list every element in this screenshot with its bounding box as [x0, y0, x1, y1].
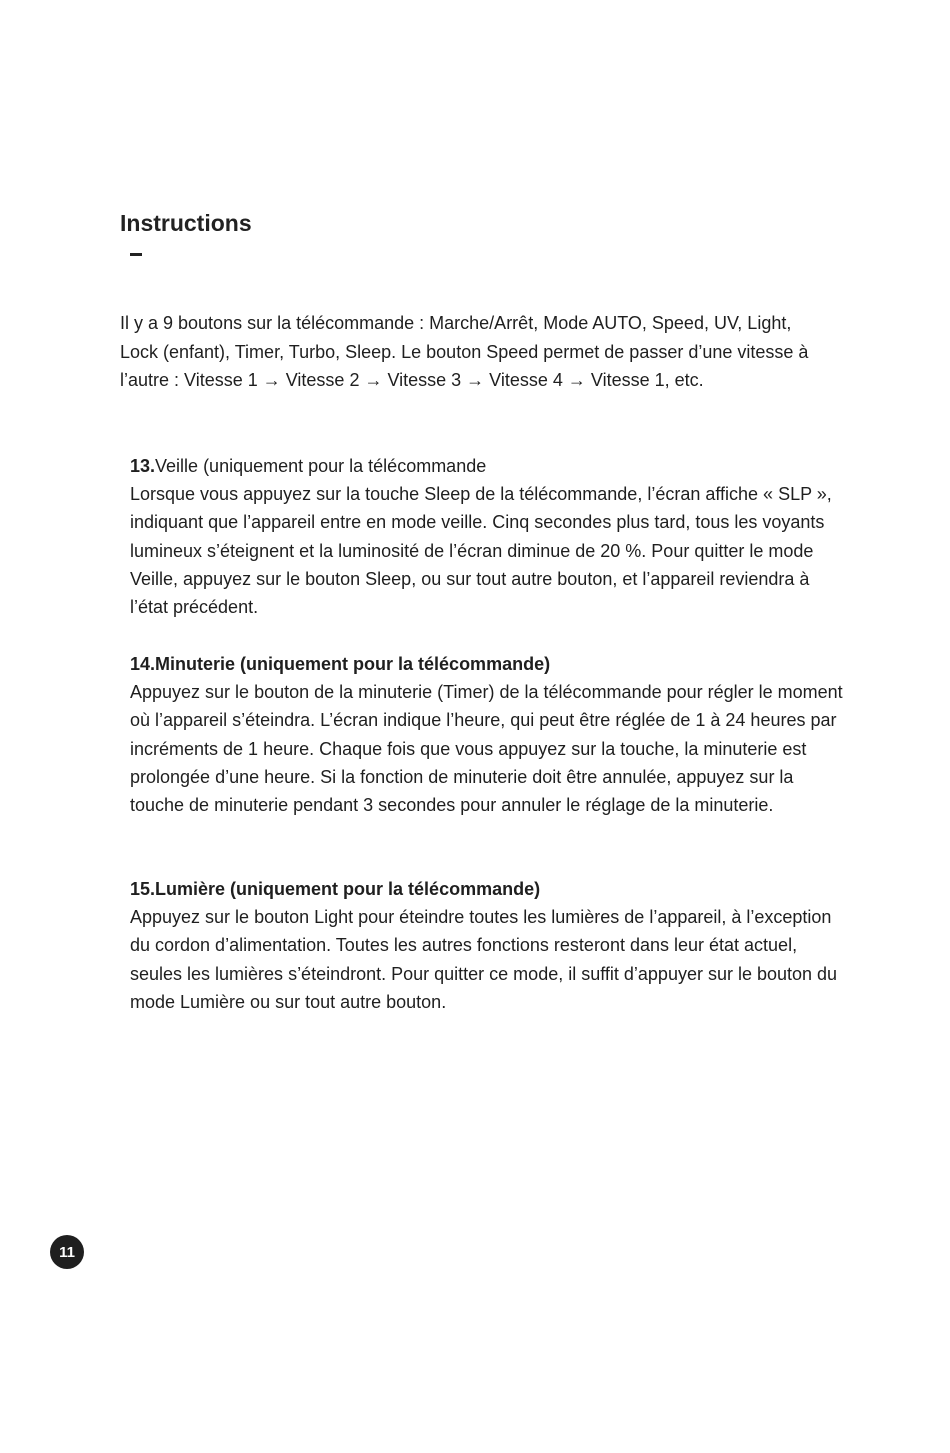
section-number: 14. — [130, 654, 156, 674]
section-heading-text: Minuterie (uniquement pour la télécommande) — [155, 654, 551, 674]
section-number: 13. — [130, 456, 156, 476]
page-title: Instructions — [120, 210, 252, 236]
section-heading — [130, 452, 850, 480]
page-number-badge: 11 — [50, 1235, 84, 1269]
section-heading — [130, 875, 850, 903]
section-body: Appuyez sur le bouton Light pour éteindre toutes les lumières de l’appareil, à l’exception du cordon d’alimentation. Toutes les autres fonctions resteront dans leur état actuel, seules les lumières s’éteindront. Pour quitter ce mode, il suffit d’appuyer sur le bouton du mode Lumière ou sur tout autre bouton. — [130, 907, 838, 1012]
section-heading-text: Veille (uniquement pour la télécommande — [155, 456, 487, 476]
section-13-veille — [130, 452, 850, 621]
title-underline-dash — [130, 253, 142, 256]
section-14-minuterie — [130, 650, 850, 819]
section-body: Appuyez sur le bouton de la minuterie (Timer) de la télécommande pour régler le moment où l’appareil s’éteindra. L’écran indique l’heure, qui peut être réglée de 1 à 24 heures par incréments de 1 heure. Chaque fois que vous appuyez sur la touche, la minuterie est prolongée d’une heure. Si la fonction de minuterie doit être annulée, appuyez sur la touche de minuterie pendant 3 secondes pour annuler le réglage de la minuterie. — [130, 682, 843, 816]
section-body: Lorsque vous appuyez sur la touche Sleep de la télécommande, l’écran affiche « SLP », indiquant que l’appareil entre en mode veille. Cinq secondes plus tard, tous les voyants lumineux s’éteignent et la luminosité de l’écran diminue de 20 %. Pour quitter le mode Veille, appuyez sur le bouton Sleep, ou sur tout autre bouton, et l’appareil reviendra à l’état précédent. — [130, 484, 832, 618]
section-heading — [130, 650, 850, 678]
intro-paragraph: Il y a 9 boutons sur la télécommande : Marche/Arrêt, Mode AUTO, Speed, UV, Light, Lock (enfant), Timer, Turbo, Sleep. Le bouton Speed permet de passer d’une vitesse à l’autre : Vitesse 1 → Vitesse 2 → Vitesse 3 → Vitesse 4 → Vitesse 1, etc. — [120, 313, 809, 391]
section-heading-text: Lumière (uniquement pour la télécommande) — [155, 879, 541, 899]
section-number: 15. — [130, 879, 156, 899]
section-15-lumiere — [130, 875, 850, 1016]
